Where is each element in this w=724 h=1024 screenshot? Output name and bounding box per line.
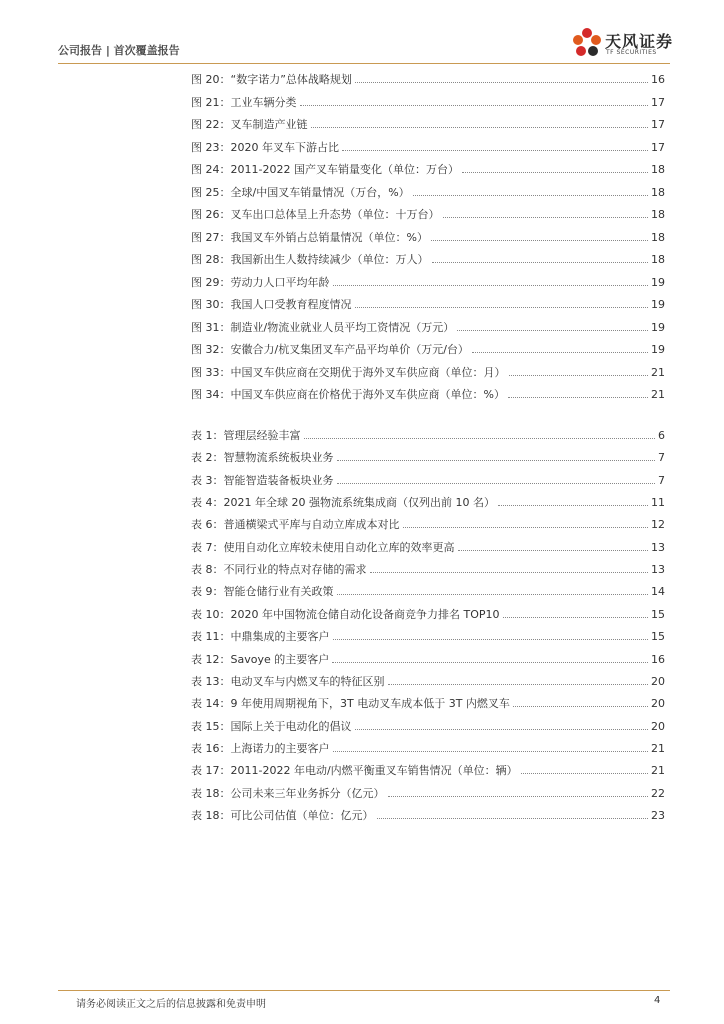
toc-entry-page: 17: [651, 118, 665, 131]
logo-subtitle: TF SECURITIES: [606, 49, 657, 56]
toc-entry-page: 17: [651, 140, 665, 154]
toc-entry-title: 图 21：工业车辆分类: [191, 95, 297, 109]
figure-list-item[interactable]: [191, 137, 665, 154]
toc-entry-title: 表 10：2020 年中国物流仓储自动化设备商竞争力排名 TOP10: [191, 607, 500, 621]
dot-leader: [370, 572, 649, 573]
toc-entry-title: 表 16：上海诺力的主要客户: [191, 741, 330, 755]
figure-list-item[interactable]: [191, 204, 665, 221]
toc-entry-page: 19: [651, 298, 665, 311]
company-logo: [570, 26, 680, 62]
toc-entry-title: 图 34：中国叉车供应商在价格优于海外叉车供应商（单位：%）: [191, 388, 505, 401]
toc-entry-title: 表 12：Savoye 的主要客户: [191, 652, 330, 666]
toc-entry-page: 11: [651, 496, 665, 510]
table-list-item[interactable]: [191, 447, 665, 464]
toc-entry-page: 18: [651, 185, 665, 199]
toc-entry-page: 14: [651, 585, 665, 599]
toc-entry-page: 23: [651, 808, 665, 822]
dot-leader: [443, 217, 649, 218]
dot-leader: [413, 195, 648, 196]
toc-entry-title: 表 9：智能仓储行业有关政策: [191, 585, 334, 599]
table-list-item[interactable]: [191, 626, 665, 643]
toc-entry-title: 图 33：中国叉车供应商在交期优于海外叉车供应商（单位：月）: [191, 365, 506, 379]
toc-entry-page: 18: [651, 253, 665, 266]
figure-list-item[interactable]: [191, 317, 665, 334]
figure-list-item[interactable]: [191, 294, 665, 311]
dot-leader: [337, 594, 649, 595]
toc-entry-page: 20: [651, 674, 665, 688]
toc-entry-page: 6: [658, 429, 665, 442]
dot-leader: [388, 684, 649, 685]
table-list-item[interactable]: [191, 693, 665, 710]
dot-leader: [333, 285, 649, 286]
table-list-item[interactable]: [191, 581, 665, 598]
dot-leader: [462, 172, 648, 173]
dot-leader: [432, 262, 649, 263]
footer-disclaimer: 请务必阅读正文之后的信息披露和免责申明: [76, 999, 266, 1010]
figure-list-item[interactable]: [191, 69, 665, 86]
dot-leader: [509, 375, 649, 376]
toc-entry-page: 21: [651, 365, 665, 379]
dot-leader: [513, 706, 648, 707]
toc-entry-page: 16: [651, 73, 665, 86]
dot-leader: [521, 773, 648, 774]
logo-name: 天风证券: [605, 32, 674, 51]
dot-leader: [503, 617, 649, 618]
toc-entry-title: 表 15：国际上关于电动化的倡议: [191, 719, 352, 733]
toc-entry-title: 表 2：智慧物流系统板块业务: [191, 451, 334, 465]
table-list-item[interactable]: [191, 470, 665, 487]
table-list-item[interactable]: [191, 649, 665, 666]
toc-entry-title: 图 20：“数字诺力”总体战略规划: [191, 73, 352, 86]
toc-entry-title: 图 22：叉车制造产业链: [191, 118, 308, 131]
toc-entry-page: 18: [651, 230, 665, 244]
table-list-item[interactable]: [191, 783, 665, 800]
flower-logo-icon: [570, 26, 604, 62]
figure-list-item[interactable]: [191, 227, 665, 244]
dot-leader: [332, 662, 648, 663]
toc-entry-title: 表 7：使用自动化立库较未使用自动化立库的效率更高: [191, 540, 455, 554]
toc-entry-page: 13: [651, 563, 665, 577]
toc-entry-title: 图 26：叉车出口总体呈上升态势（单位：十万台）: [191, 208, 440, 221]
table-list-item[interactable]: [191, 514, 665, 531]
toc-entry-title: 表 3：智能智造装备板块业务: [191, 473, 334, 487]
toc-entry-title: 表 8：不同行业的特点对存储的需求: [191, 563, 367, 577]
toc-entry-title: 表 1：管理层经验丰富: [191, 429, 301, 442]
dot-leader: [498, 505, 648, 506]
toc-entry-title: 表 17：2011-2022 年电动/内燃平衡重叉车销售情况（单位：辆）: [191, 764, 518, 778]
dot-leader: [377, 818, 649, 819]
toc-entry-page: 15: [651, 630, 665, 644]
toc-entry-page: 20: [651, 697, 665, 711]
table-list-item[interactable]: [191, 738, 665, 755]
figure-list-item[interactable]: [191, 362, 665, 379]
toc-entry-title: 表 14：9 年使用周期视角下，3T 电动叉车成本低于 3T 内燃叉车: [191, 697, 510, 711]
toc-entry-title: 图 28：我国新出生人数持续减少（单位：万人）: [191, 253, 429, 266]
toc-entry-title: 图 23：2020 年叉车下游占比: [191, 140, 339, 154]
footer-page-number: 4: [654, 995, 661, 1006]
toc-entry-page: 21: [651, 388, 665, 401]
report-header-title: 公司报告 | 首次覆盖报告: [58, 44, 180, 57]
figure-list-item[interactable]: [191, 384, 665, 401]
toc-entry-page: 21: [651, 764, 665, 778]
dot-leader: [458, 550, 649, 551]
table-list-item[interactable]: [191, 604, 665, 621]
toc-entry-title: 图 29：劳动力人口平均年龄: [191, 275, 330, 289]
figure-list-item[interactable]: [191, 182, 665, 199]
dot-leader: [457, 330, 648, 331]
toc-entry-title: 表 18：公司未来三年业务拆分（亿元）: [191, 786, 385, 800]
table-list-item[interactable]: [191, 805, 665, 822]
table-list-item[interactable]: [191, 425, 665, 442]
toc-entry-page: 19: [651, 320, 665, 334]
dot-leader: [342, 150, 648, 151]
dot-leader: [311, 127, 649, 128]
dot-leader: [431, 240, 648, 241]
dot-leader: [388, 796, 649, 797]
toc-entry-title: 表 11：中鼎集成的主要客户: [191, 630, 330, 644]
toc-entry-title: 图 32：安徽合力/杭叉集团叉车产品平均单价（万元/台）: [191, 343, 469, 356]
toc-entry-page: 13: [651, 540, 665, 554]
toc-entry-title: 图 25：全球/中国叉车销量情况（万台，%）: [191, 185, 410, 199]
figure-list-item[interactable]: [191, 272, 665, 289]
table-list-item[interactable]: [191, 537, 665, 554]
figure-list-item[interactable]: [191, 249, 665, 266]
table-list-item[interactable]: [191, 559, 665, 576]
dot-leader: [403, 527, 649, 528]
toc-entry-page: 7: [658, 473, 665, 487]
toc-entry-title: 表 18：可比公司估值（单位：亿元）: [191, 808, 374, 822]
dot-leader: [337, 460, 656, 461]
footer-divider: [58, 990, 670, 991]
dot-leader: [355, 82, 648, 83]
toc-entry-title: 图 31：制造业/物流业就业人员平均工资情况（万元）: [191, 320, 455, 334]
header-divider: [58, 63, 670, 64]
figure-list-item[interactable]: [191, 339, 665, 356]
dot-leader: [300, 105, 649, 106]
dot-leader: [355, 729, 649, 730]
dot-leader: [333, 639, 649, 640]
dot-leader: [508, 397, 648, 398]
table-list-item[interactable]: [191, 671, 665, 688]
toc-entry-page: 7: [658, 451, 665, 465]
toc-entry-title: 图 27：我国叉车外销占总销量情况（单位：%）: [191, 230, 428, 244]
figure-list-item[interactable]: [191, 114, 665, 131]
toc-entry-page: 18: [651, 163, 665, 176]
dot-leader: [337, 483, 656, 484]
dot-leader: [472, 352, 648, 353]
table-list-item[interactable]: [191, 492, 665, 509]
toc-entry-page: 18: [651, 208, 665, 221]
toc-entry-page: 21: [651, 741, 665, 755]
table-list-item[interactable]: [191, 716, 665, 733]
dot-leader: [333, 751, 649, 752]
toc-entry-page: 22: [651, 786, 665, 800]
toc-entry-title: 表 6：普通横梁式平库与自动立库成本对比: [191, 518, 400, 532]
dot-leader: [355, 307, 649, 308]
dot-leader: [304, 438, 656, 439]
toc-entry-title: 图 24：2011-2022 国产叉车销量变化（单位：万台）: [191, 163, 459, 176]
toc-entry-page: 16: [651, 652, 665, 666]
toc-entry-title: 表 13：电动叉车与内燃叉车的特征区别: [191, 674, 385, 688]
toc-entry-page: 15: [651, 607, 665, 621]
toc-entry-page: 17: [651, 95, 665, 109]
figure-list-item[interactable]: [191, 159, 665, 176]
toc-entry-page: 19: [651, 275, 665, 289]
toc-entry-title: 图 30：我国人口受教育程度情况: [191, 298, 352, 311]
toc-entry-page: 20: [651, 719, 665, 733]
toc-entry-page: 19: [651, 343, 665, 356]
toc-entry-title: 表 4：2021 年全球 20 强物流系统集成商（仅列出前 10 名）: [191, 496, 495, 510]
table-list-item[interactable]: [191, 760, 665, 777]
figure-list-item[interactable]: [191, 92, 665, 109]
toc-entry-page: 12: [651, 518, 665, 532]
